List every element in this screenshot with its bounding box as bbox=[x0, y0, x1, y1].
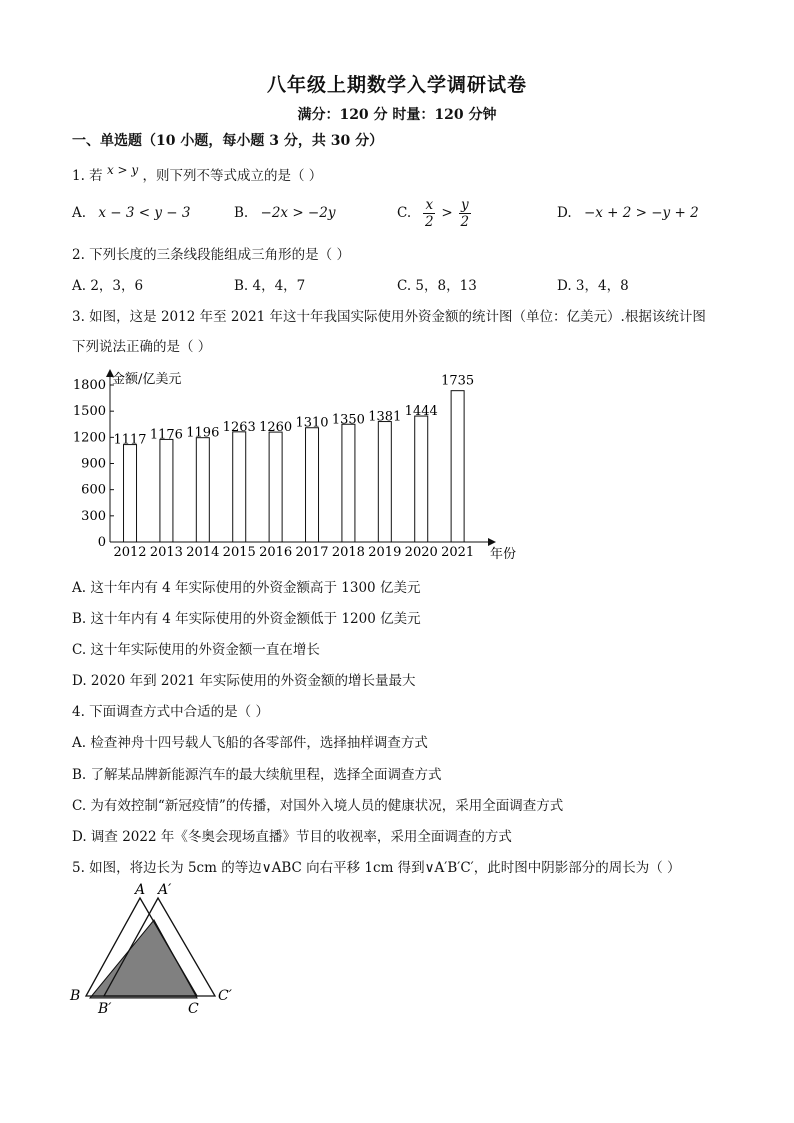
exam-info: 满分：120 分 时量：120 分钟 bbox=[297, 107, 497, 123]
question-3-stem-line1: 3. 如图，这是 2012 年至 2021 年这十年我国实际使用外资金额的统计图（单位：亿美元）.根据该统计图 bbox=[72, 309, 706, 325]
y-tick-label: 1500 bbox=[72, 404, 106, 420]
denominator: 2 bbox=[460, 214, 470, 230]
data-label: 1310 bbox=[295, 415, 329, 431]
data-label: 1176 bbox=[149, 427, 183, 443]
page-title: 八年级上期数学入学调研试卷 bbox=[266, 74, 527, 96]
data-label: 1117 bbox=[113, 432, 147, 448]
question-5-stem: 5. 如图，将边长为 5cm 的等边∨ABC 向右平移 1cm 得到∨A′B′C′，此时图中阴影部分的周长为（ ） bbox=[72, 860, 681, 876]
q1-option-d[interactable] bbox=[557, 205, 699, 221]
x-tick-label: 2012 bbox=[113, 545, 147, 560]
q3-option-c[interactable]: C. 这十年实际使用的外资金额一直在增长 bbox=[72, 642, 320, 658]
x-tick-label: 2014 bbox=[186, 545, 220, 560]
bar bbox=[415, 416, 428, 542]
option-text: x − 3 < y − 3 bbox=[98, 205, 191, 221]
data-label: 1350 bbox=[331, 412, 365, 428]
question-1-stem bbox=[72, 164, 322, 184]
section-heading: 一、单选题（10 小题，每小题 3 分，共 30 分） bbox=[72, 133, 384, 149]
bar bbox=[378, 422, 391, 542]
label-b-prime: B′ bbox=[98, 1001, 112, 1017]
bar bbox=[196, 438, 209, 542]
bar bbox=[160, 439, 173, 542]
x-tick-label: 2021 bbox=[441, 545, 475, 560]
data-label: 1260 bbox=[259, 420, 293, 436]
data-label: 1381 bbox=[368, 409, 402, 425]
option-label: D. bbox=[557, 205, 572, 221]
label-a: A bbox=[135, 882, 146, 898]
label-a-prime: A′ bbox=[158, 882, 172, 898]
numerator: y bbox=[460, 197, 469, 213]
x-tick-label: 2018 bbox=[331, 545, 365, 560]
q2-option-d[interactable]: D. 3，4，8 bbox=[557, 278, 629, 294]
x-tick-label: 2015 bbox=[222, 545, 256, 560]
q2-option-c[interactable]: C. 5，8，13 bbox=[397, 278, 477, 294]
q4-option-b[interactable]: B. 了解某品牌新能源汽车的最大续航里程，选择全面调查方式 bbox=[72, 767, 442, 783]
q2-option-a[interactable]: A. 2，3，6 bbox=[72, 278, 144, 294]
q3-option-d[interactable]: D. 2020 年到 2021 年实际使用的外资金额的增长量最大 bbox=[72, 673, 416, 689]
q3-option-a[interactable]: A. 这十年内有 4 年实际使用的外资金额高于 1300 亿美元 bbox=[72, 580, 421, 596]
option-text: −2x > −2y bbox=[260, 205, 336, 221]
bar bbox=[233, 432, 246, 542]
question-1-condition: x > y bbox=[106, 163, 139, 177]
bar bbox=[124, 445, 137, 542]
y-tick-label: 900 bbox=[81, 456, 106, 472]
q4-option-c[interactable]: C. 为有效控制“新冠疫情”的传播，对国外入境人员的健康状况，采用全面调查方式 bbox=[72, 798, 564, 814]
denominator: 2 bbox=[424, 214, 434, 230]
label-b: B bbox=[70, 988, 81, 1004]
label-c-prime: C′ bbox=[218, 988, 232, 1004]
data-label: 1735 bbox=[441, 373, 475, 389]
q1-option-a[interactable] bbox=[72, 205, 190, 221]
numerator: x bbox=[425, 197, 434, 213]
question-4-stem: 4. 下面调查方式中合适的是（ ） bbox=[72, 704, 269, 720]
q1-option-c[interactable] bbox=[397, 197, 473, 230]
y-tick-label: 300 bbox=[81, 508, 106, 524]
fraction bbox=[459, 197, 471, 230]
data-label: 1196 bbox=[186, 425, 220, 441]
data-label: 1444 bbox=[404, 404, 438, 420]
translated-triangles-figure bbox=[66, 880, 246, 1020]
x-tick-label: 2016 bbox=[259, 545, 293, 560]
q4-option-a[interactable]: A. 检查神舟十四号载人飞船的各零部件，选择抽样调查方式 bbox=[72, 735, 428, 751]
x-tick-label: 2019 bbox=[368, 545, 402, 560]
option-text: −x + 2 > −y + 2 bbox=[583, 205, 699, 221]
y-tick-label: 600 bbox=[81, 482, 106, 498]
question-3-stem-line2: 下列说法正确的是（ ） bbox=[72, 339, 212, 355]
data-label: 1263 bbox=[222, 419, 256, 435]
x-axis-label: 年份 bbox=[490, 547, 516, 562]
x-tick-label: 2017 bbox=[295, 545, 329, 560]
option-label: B. bbox=[234, 205, 249, 221]
label-c: C bbox=[188, 1001, 199, 1017]
operator: > bbox=[441, 205, 453, 221]
q4-option-d[interactable]: D. 调查 2022 年《冬奥会现场直播》节目的收视率，采用全面调查的方式 bbox=[72, 829, 512, 845]
fraction bbox=[423, 197, 435, 230]
investment-bar-chart bbox=[66, 362, 516, 567]
question-1-prefix: 1. 若 bbox=[72, 168, 103, 184]
question-1-suffix: ，则下列不等式成立的是（ ） bbox=[142, 168, 323, 184]
x-axis-arrow bbox=[488, 538, 496, 546]
bar bbox=[342, 424, 355, 542]
y-tick-label: 1200 bbox=[72, 430, 106, 446]
option-label: C. bbox=[397, 205, 412, 221]
y-tick-label: 1800 bbox=[72, 378, 106, 393]
bar bbox=[451, 391, 464, 542]
question-2-stem: 2. 下列长度的三条线段能组成三角形的是（ ） bbox=[72, 247, 350, 263]
q2-option-b[interactable]: B. 4，4，7 bbox=[234, 278, 306, 294]
bar bbox=[269, 432, 282, 542]
bar bbox=[306, 428, 319, 542]
y-axis-label: 金额/亿美元 bbox=[112, 372, 182, 387]
q1-option-b[interactable] bbox=[234, 205, 335, 221]
y-tick-label: 0 bbox=[97, 535, 106, 550]
x-tick-label: 2020 bbox=[404, 545, 438, 560]
x-tick-label: 2013 bbox=[149, 545, 183, 560]
option-label: A. bbox=[72, 205, 87, 221]
q3-option-b[interactable]: B. 这十年内有 4 年实际使用的外资金额低于 1200 亿美元 bbox=[72, 611, 421, 627]
